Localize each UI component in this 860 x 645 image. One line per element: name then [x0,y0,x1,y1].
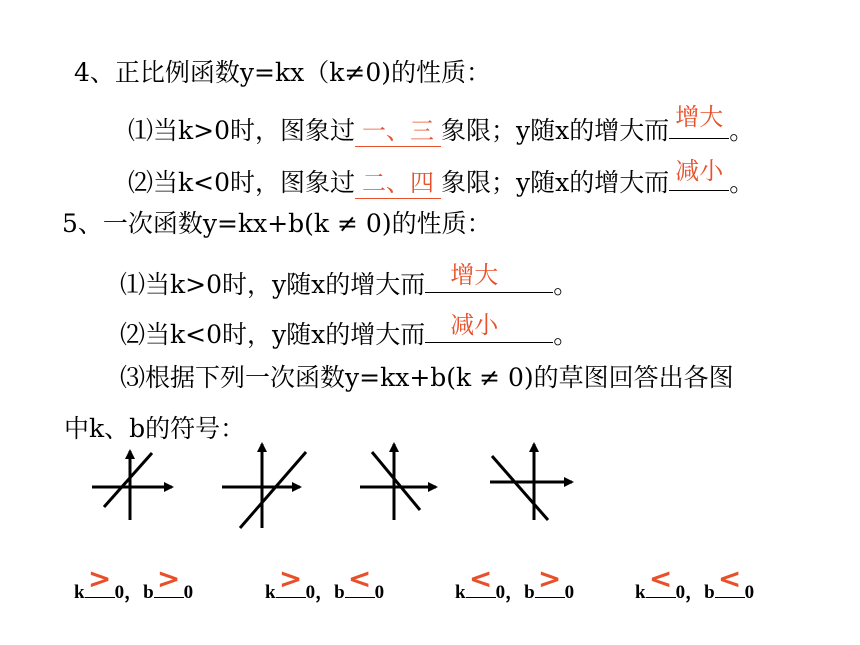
answer-graph-2-k-blank: > [276,579,306,598]
answer-graph-3-b-blank: > [535,579,565,598]
prop4-item1-text-c: 。 [729,116,755,145]
prop4-heading: 4、正比例函数y=kx（k≠0)的性质： [74,58,491,87]
answer-graph-3: k < 0，b > 0 [455,562,575,603]
answer-graph-4: k < 0，b < 0 [635,562,755,603]
answer-graph-1: k > 0，b > 0 [74,562,194,603]
sketch-graph-3 [358,440,448,525]
prop5-item2-text-a: ⑵当k<0时，y随x的增大而 [120,320,426,349]
prop4-item1-text-a: ⑴当k>0时，图象过 [128,116,356,145]
prop5-item1-text-a: ⑴当k>0时，y随x的增大而 [120,270,426,299]
prop4-item2-text-b: 象限；y随x的增大而 [441,168,670,197]
answer-graph-2: k > 0，b < 0 [265,562,385,603]
prop4-item1 [128,103,755,147]
prop5-heading: 5、一次函数y=kx+b(k ≠ 0)的性质： [62,209,492,238]
sketch-graph-2 [220,440,315,530]
answer-graph-2-b-blank: < [345,579,375,598]
prop4-item1-answer-quadrant: 一、三 [355,116,441,147]
prop5-item2-answer: 减小 [425,312,553,343]
prop4-item1-answer-trend: 增大 [669,108,729,139]
prop4-item2-text-c: 。 [729,168,755,197]
answer-graph-1-b-blank: > [154,579,184,598]
answer-graph-1-k-blank: > [85,579,115,598]
prop5-item2-text-c: 。 [553,320,579,349]
prop4-item2-answer-trend: 减小 [669,160,729,191]
answer-graph-4-k-blank: < [646,579,676,598]
prop5-item3-line1: ⑶根据下列一次函数y=kx+b(k ≠ 0)的草图回答出各图 [120,363,734,392]
prop4-item1-text-b: 象限；y随x的增大而 [441,116,670,145]
prop5-item1-text-c: 。 [553,270,579,299]
prop5-item1 [120,262,578,300]
prop4-item2-text-a: ⑵当k<0时，图象过 [128,168,356,197]
prop5-item3-line2: 中k、b的符号： [64,414,246,443]
sketch-graph-4 [488,440,583,525]
sketch-graph-1 [90,445,180,525]
answer-graph-4-b-blank: < [715,579,745,598]
prop4-item2 [128,157,755,199]
answer-graph-3-k-blank: < [466,579,496,598]
prop5-item2 [120,312,578,350]
prop5-item1-answer: 增大 [425,262,553,293]
prop4-item2-answer-quadrant: 二、四 [355,168,441,199]
